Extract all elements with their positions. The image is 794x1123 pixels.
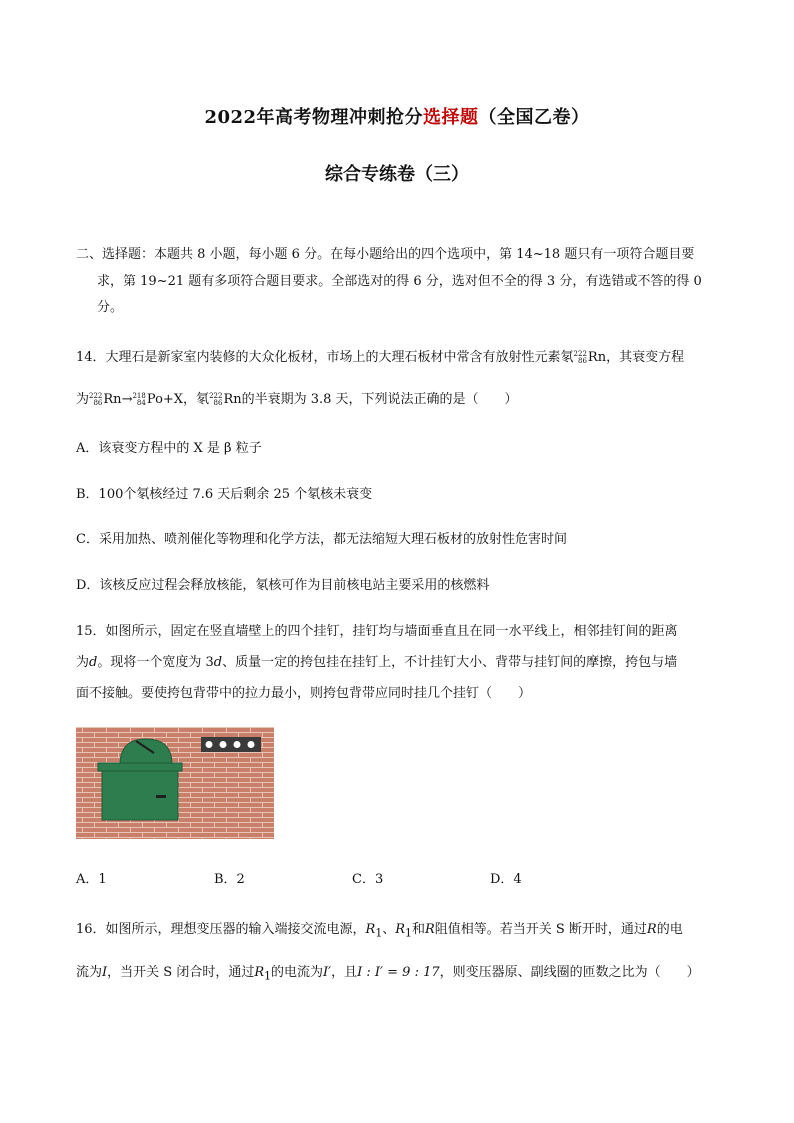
hook-2-icon xyxy=(220,741,227,748)
q15-line2-c: 、质量一定的挎包挂在挂钉上，不计挂钉大小、背带与挂钉间的摩擦，挎包与墙 xyxy=(222,655,678,670)
current-i-prime: I′ xyxy=(323,965,332,980)
q14-option-d: D．该核反应过程会释放核能，氡核可作为目前核电站主要采用的核燃料 xyxy=(76,578,490,593)
q16-line1-c: 的电 xyxy=(656,922,683,937)
page-title xyxy=(0,103,794,129)
q14-line2 xyxy=(76,388,736,407)
q15-figure-bag-on-hooks xyxy=(76,727,274,839)
q16-sep2: 和 xyxy=(411,922,425,937)
rn-mass-2: 222 xyxy=(89,391,103,400)
title-highlight: 选择题 xyxy=(423,107,479,128)
q16-line2-c: 的电流为 xyxy=(271,965,324,980)
q16-line2-d: ，且 xyxy=(331,965,358,980)
r2-subscript: 1 xyxy=(405,926,412,940)
hook-4-icon xyxy=(248,741,255,748)
hook-1-icon xyxy=(206,741,213,748)
q16-line1 xyxy=(76,918,736,940)
rn-symbol-3: Rn xyxy=(223,392,242,407)
q15-option-b: B．2 xyxy=(214,872,245,887)
section-instructions-line3: 分。 xyxy=(97,300,124,315)
rn-nuclide-2 xyxy=(89,392,122,407)
plus-x: +X xyxy=(162,392,184,407)
rn-symbol-2: Rn xyxy=(103,392,122,407)
r3-symbol: R xyxy=(424,922,435,937)
rn-charge-3: 86 xyxy=(213,398,223,407)
po-mass: 218 xyxy=(132,391,146,400)
q15-line2 xyxy=(76,651,736,670)
q14-text-b: ，其衰变方程 xyxy=(606,350,685,365)
po-nuclide xyxy=(132,392,162,407)
rn-mass: 222 xyxy=(573,349,587,358)
rn-nuclide-3 xyxy=(209,392,242,407)
bag-top-edge xyxy=(98,763,182,771)
bag-clasp-icon xyxy=(156,795,166,798)
r1-subscript: 1 xyxy=(375,926,383,940)
q15-option-c: C．3 xyxy=(352,872,384,887)
q15-line1: 15．如图所示，固定在竖直墙壁上的四个挂钉，挂钉均与墙面垂直且在同一水平线上，相邻挂钉间的距离 xyxy=(76,624,678,639)
q15-option-a: A．1 xyxy=(76,872,107,887)
current-ratio: I : I′ = 9 : 17 xyxy=(357,965,440,980)
po-charge: 84 xyxy=(136,398,146,407)
section-instructions-line2: 求，第 19~21 题有多项符合题目要求。全部选对的得 6 分，选对但不全的得 3 分，有选错或不答的得 0 xyxy=(97,274,702,289)
q14-text-a: 14．大理石是新家室内装修的大众化板材，市场上的大理石板材中常含有放射性元素氡 xyxy=(76,350,574,365)
q16-line2-e: ，则变压器原、副线圈的匝数之比为（ ） xyxy=(439,965,700,980)
q14-option-b: B．100个氡核经过 7.6 天后剩余 25 个氡核未衰变 xyxy=(76,487,373,502)
reaction-arrow: → xyxy=(121,392,133,407)
r5-symbol: R xyxy=(254,965,265,980)
q14-line2-b: ，氡 xyxy=(183,392,210,407)
rn-charge: 86 xyxy=(578,356,587,365)
r4-symbol: R xyxy=(646,922,657,937)
q16-line2-a: 流为 xyxy=(76,965,103,980)
q15-d-symbol-2: d xyxy=(213,655,223,670)
rn-symbol: Rn xyxy=(587,350,607,365)
q14-line2-c: 的半衰期为 3.8 天，下列说法正确的是（ ） xyxy=(241,392,518,407)
q16-sep1: 、 xyxy=(382,922,396,937)
q15-d-symbol: d xyxy=(89,655,98,670)
q15-line2-a: 为 xyxy=(76,655,90,670)
title-part1: 2022年高考物理冲刺抢分 xyxy=(204,107,424,128)
bag-body xyxy=(102,765,178,820)
q16-line2 xyxy=(76,961,736,983)
po-symbol: Po xyxy=(146,392,163,407)
current-i: I xyxy=(102,965,108,980)
q15-line2-b: 。现将一个宽度为 3 xyxy=(97,655,214,670)
rn-nuclide xyxy=(574,350,607,365)
q14-option-a: A．该衰变方程中的 X 是 β 粒子 xyxy=(76,441,262,456)
q14-line1 xyxy=(76,346,736,365)
page-subtitle: 综合专练卷（三） xyxy=(325,164,469,185)
q14-option-c: C．采用加热、喷剂催化等物理和化学方法，都无法缩短大理石板材的放射性危害时间 xyxy=(76,532,567,547)
rn-mass-3: 222 xyxy=(209,391,223,400)
q16-line2-b: ，当开关 S 闭合时，通过 xyxy=(107,965,255,980)
q16-line1-a: 16．如图所示，理想变压器的输入端接交流电源， xyxy=(76,922,366,937)
section-instructions-line1: 二、选择题：本题共 8 小题，每小题 6 分。在每小题给出的四个选项中，第 14~18 题只有一项符合题目要 xyxy=(76,247,695,262)
r1-symbol: R xyxy=(365,922,376,937)
r5-subscript: 1 xyxy=(264,969,272,983)
q14-line2-a: 为 xyxy=(76,392,90,407)
q16-line1-b: 阻值相等。若当开关 S 断开时，通过 xyxy=(434,922,647,937)
q15-option-d: D．4 xyxy=(490,872,522,887)
title-part2: （全国乙卷） xyxy=(478,107,590,128)
hook-3-icon xyxy=(234,741,241,748)
r2-symbol: R xyxy=(395,922,406,937)
rn-charge-2: 86 xyxy=(93,398,103,407)
q15-line3: 面不接触。要使挎包背带中的拉力最小，则挎包背带应同时挂几个挂钉（ ） xyxy=(76,686,532,701)
